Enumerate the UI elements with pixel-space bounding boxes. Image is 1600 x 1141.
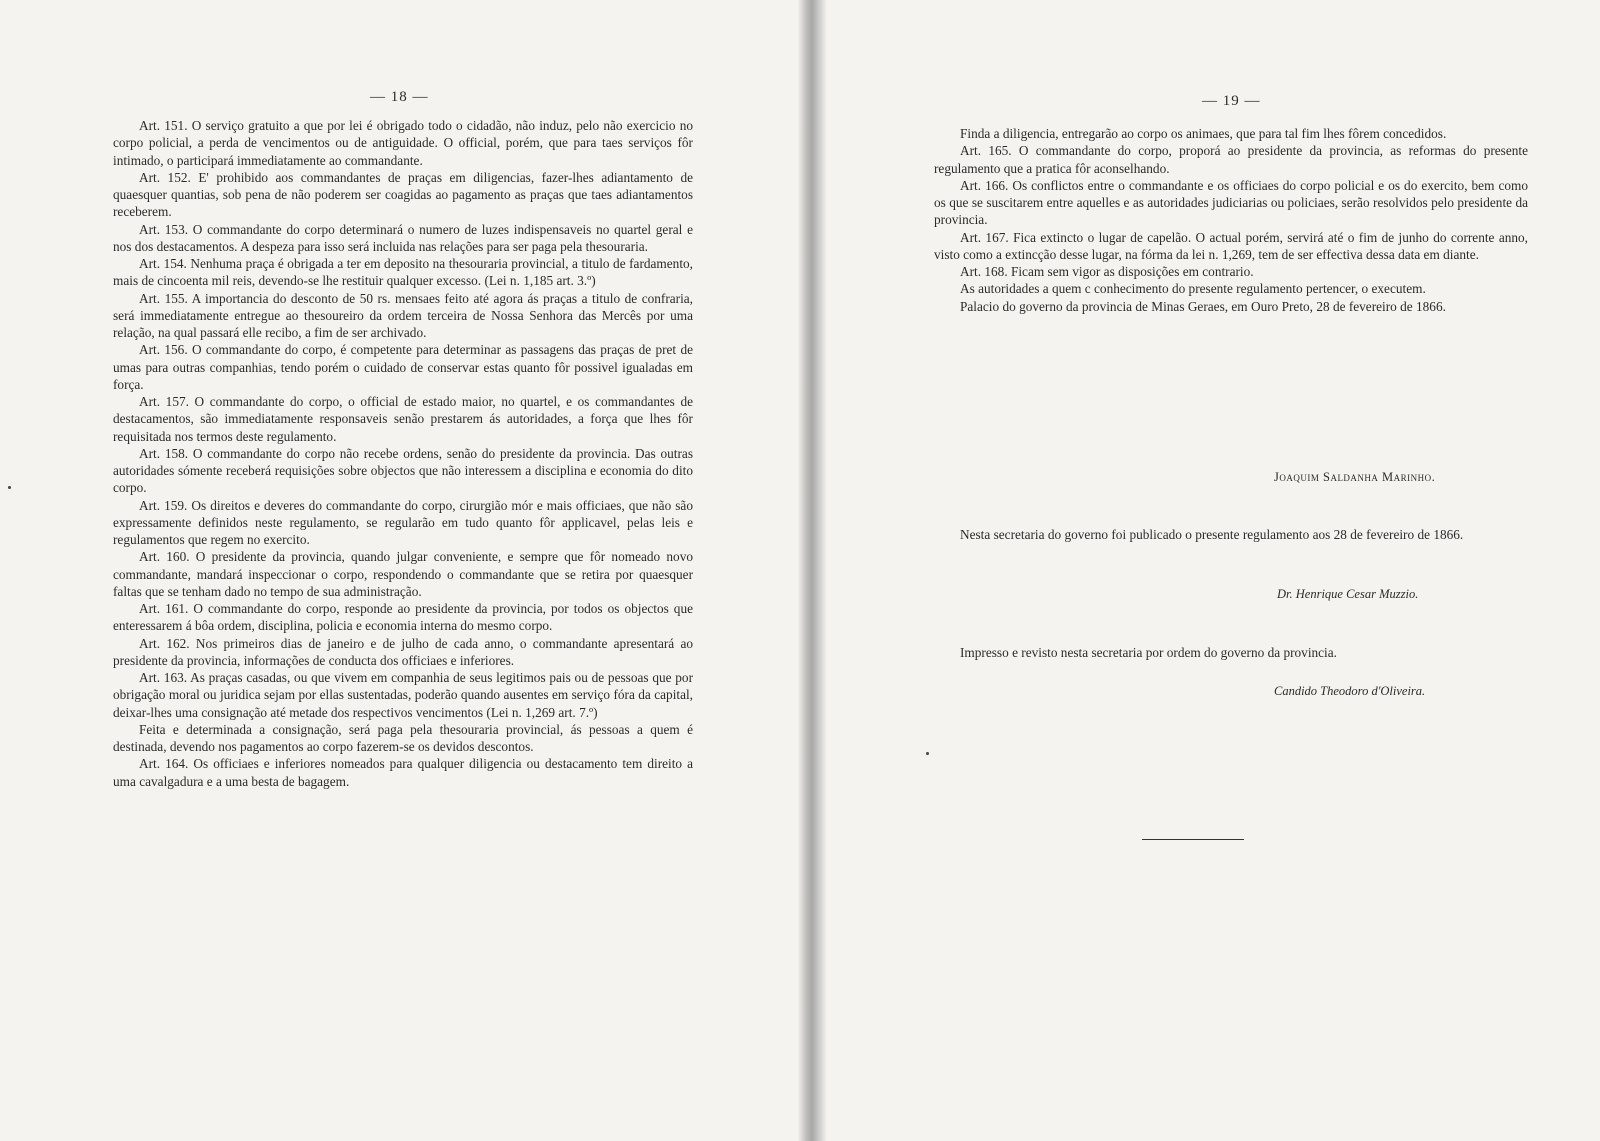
- article-156: Art. 156. O commandante do corpo, é competente para determinar as passagens das praças de pret de umas para outras companhias, tendo porém o cuidado de conservar estas quanto fôr possivel igualadas em força.: [113, 342, 693, 392]
- publication-note-block: [934, 526, 1528, 543]
- article-154: Art. 154. Nenhuma praça é obrigada a ter em deposito na thesouraria provincial, a titulo de fardamento, mais de cincoenta mil reis, devendo-se lhe restituir qualquer excesso. (Lei n. 1,185 art. 3.º): [113, 256, 693, 289]
- print-note-block: [934, 644, 1528, 661]
- signature-governor: Joaquim Saldanha Marinho.: [1274, 470, 1436, 484]
- page-number: — 19 —: [1202, 93, 1261, 109]
- article-167: Art. 167. Fica extincto o lugar de capelão. O actual porém, servirá até o fim de junho do corrente anno, visto como a extincção desse lugar, na fórma da lei n. 1,269, tem de ser effectiva dessa data em diante.: [934, 229, 1528, 262]
- signature-secretary: Dr. Henrique Cesar Muzzio.: [1277, 587, 1419, 601]
- article-163-continuation: Feita e determinada a consignação, será paga pela thesouraria provincial, ás pessoas a quem é destinada, devendo nos pagamentos ao corpo fazerem-se os devidos descontos.: [113, 721, 693, 754]
- article-162: Art. 162. Nos primeiros dias de janeiro e de julho de cada anno, o commandante apresentará ao presidente da provincia, informações de conducta dos officiaes e inferiores.: [113, 635, 693, 668]
- article-165: Art. 165. O commandante do corpo, proporá ao presidente da provincia, as reformas do presente regulamento que a pratica fôr aconselhando.: [934, 143, 1528, 176]
- dateline: Palacio do governo da provincia de Minas Geraes, em Ouro Preto, 28 de fevereiro de 1866.: [960, 298, 1446, 314]
- article-157: Art. 157. O commandante do corpo, o official de estado maior, no quartel, e os commandantes de destacamentos, são immediatamente responsaveis senão prestarem ás autoridades, a força que lhes fôr requisitada nos termos deste regulamento.: [113, 394, 693, 444]
- left-page-body: [113, 117, 693, 790]
- right-page-body: [934, 125, 1528, 315]
- page-number: — 18 —: [370, 89, 429, 105]
- article-155: Art. 155. A importancia do desconto de 50 rs. mensaes feito até agora ás praças a titulo de confraria, será immediatamente entregue ao thesoureiro da ordem terceira de Nossa Senhora das Mercês por uma relação, na qual passará elle recibo, a fim de ser archivado.: [113, 290, 693, 340]
- article-166: Art. 166. Os conflictos entre o commandante e os officiaes do corpo policial e os do exercito, bem como os que se suscitarem entre aquelles e as autoridades judiciarias ou policiaes, serão resolvidos pelo presidente da provincia.: [934, 177, 1528, 228]
- enforcement-clause: As autoridades a quem c conhecimento do presente regulamento pertencer, o executem.: [960, 281, 1426, 297]
- article-164-continuation: Finda a diligencia, entregarão ao corpo os animaes, que para tal fim lhes fôrem concedidos.: [960, 126, 1447, 141]
- signature-printer: Candido Theodoro d'Oliveira.: [1274, 684, 1426, 698]
- publication-note: Nesta secretaria do governo foi publicado o presente regulamento aos 28 de fevereiro de 1866.: [960, 527, 1464, 542]
- closing-rule: [1142, 839, 1244, 840]
- article-159: Art. 159. Os direitos e deveres do commandante do corpo, cirurgião mór e mais officiaes, que não são expressamente definidos neste regulamento, se regularão em tudo quanto fôr applicavel, pelas leis e regulamentos que regem no exercito.: [113, 497, 693, 547]
- article-158: Art. 158. O commandante do corpo não recebe ordens, senão do presidente da provincia. Das outras autoridades sómente receberá requisições sobre objectos que não interessem a disciplina e economia do dito corpo.: [113, 445, 693, 496]
- article-153: Art. 153. O commandante do corpo determinará o numero de luzes indispensaveis no quartel geral e nos dos destacamentos. A despeza para isso será incluida nas relações para ser paga pela thesouraria.: [113, 221, 693, 254]
- print-speck: [8, 486, 11, 489]
- article-164: Art. 164. Os officiaes e inferiores nomeados para qualquer diligencia ou destacamento tem direito a uma cavalgadura e a uma besta de bagagem.: [113, 756, 693, 789]
- book-gutter: [798, 0, 826, 1141]
- article-151: Art. 151. O serviço gratuito a que por lei é obrigado todo o cidadão, não induz, pelo não exercicio no corpo policial, a perda de vencimentos ou de antiguidade. O official, porém, que para taes serviços fôr intimado, o participará immediatamente ao commandante.: [113, 118, 693, 168]
- article-168: Art. 168. Ficam sem vigor as disposições em contrario.: [960, 264, 1254, 279]
- article-160: Art. 160. O presidente da provincia, quando julgar conveniente, e sempre que fôr nomeado novo commandante, mandará inspeccionar o corpo, respondendo o commandante que se retira por quaesquer faltas que se tenham dado no tempo de sua administração.: [113, 549, 693, 599]
- article-161: Art. 161. O commandante do corpo, responde ao presidente da provincia, por todos os objectos que enteressarem á bôa ordem, disciplina, policia e economia interna do mesmo corpo.: [113, 601, 693, 634]
- print-note: Impresso e revisto nesta secretaria por ordem do governo da provincia.: [960, 645, 1337, 660]
- right-page: [826, 0, 1600, 1141]
- article-163: Art. 163. As praças casadas, ou que vivem em companhia de seus legitimos pais ou de pessoas que por obrigação moral ou juridica sejam por ellas sustentadas, poderão quando ausentes em serviço fóra da capital, deixar-lhes uma consignação até metade dos respectivos vencimentos (Lei n. 1,269 art. 7.º): [113, 670, 693, 720]
- article-152: Art. 152. E' prohibido aos commandantes de praças em diligencias, fazer-lhes adiantamento de quaesquer quantias, sob pena de não poderem ser coagidas ao pagamento as praças que taes adiantamentos receberem.: [113, 169, 693, 220]
- print-speck: [926, 752, 929, 755]
- left-page: [0, 0, 798, 1141]
